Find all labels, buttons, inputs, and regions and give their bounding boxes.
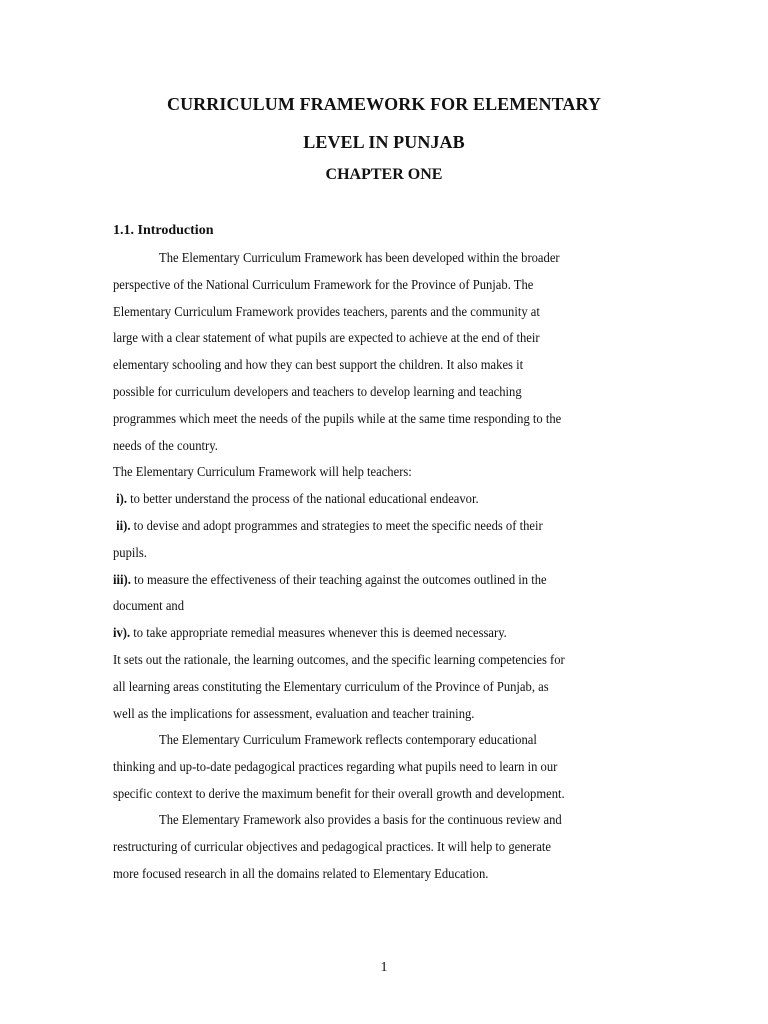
text-line: The Elementary Curriculum Framework has been developed within the broader	[159, 251, 560, 266]
text-line: programmes which meet the needs of the pupils while at the same time responding to the	[113, 412, 562, 427]
document-title-line-1: CURRICULUM FRAMEWORK FOR ELEMENTARY	[166, 94, 602, 114]
text-line: The Elementary Curriculum Framework will help teachers:	[113, 465, 412, 480]
text-line: thinking and up-to-date pedagogical practices regarding what pupils need to learn in our	[113, 760, 558, 775]
chapter-heading: CHAPTER ONE	[325, 166, 443, 183]
document-title-line-2: LEVEL IN PUNJAB	[303, 132, 465, 152]
list-item-number: i).	[116, 492, 128, 507]
list-item	[113, 572, 547, 590]
text-line: well as the implications for assessment, evaluation and teacher training.	[113, 707, 475, 722]
list-item-number: iii).	[113, 573, 131, 588]
text-line: needs of the country.	[113, 439, 218, 454]
page-number: 1	[380, 960, 388, 975]
list-item-continuation: pupils.	[113, 546, 147, 561]
text-line: restructuring of curricular objectives and pedagogical practices. It will help to generate	[113, 840, 552, 855]
text-line: Elementary Curriculum Framework provides teachers, parents and the community at	[113, 305, 540, 320]
list-item-text: to take appropriate remedial measures whenever this is deemed necessary.	[130, 626, 507, 641]
text-line: all learning areas constituting the Elementary curriculum of the Province of Punjab, as	[113, 680, 549, 695]
text-line: The Elementary Curriculum Framework reflects contemporary educational	[159, 733, 537, 748]
list-item	[113, 518, 543, 536]
list-item-text: to devise and adopt programmes and strategies to meet the specific needs of their	[130, 519, 543, 534]
list-item-number: ii).	[116, 519, 131, 534]
text-line: specific context to derive the maximum benefit for their overall growth and development.	[113, 787, 565, 802]
section-heading: 1.1. Introduction	[113, 223, 214, 238]
text-line: The Elementary Framework also provides a basis for the continuous review and	[159, 813, 562, 828]
text-line: It sets out the rationale, the learning outcomes, and the specific learning competencies for	[113, 653, 565, 668]
list-item-text: to better understand the process of the national educational endeavor.	[127, 492, 479, 507]
text-line: perspective of the National Curriculum Framework for the Province of Punjab. The	[113, 278, 534, 293]
text-line: elementary schooling and how they can best support the children. It also makes it	[113, 358, 524, 373]
list-item	[113, 625, 507, 643]
list-item-continuation: document and	[113, 599, 185, 614]
list-item-text: to measure the effectiveness of their teaching against the outcomes outlined in the	[130, 573, 547, 588]
text-line: possible for curriculum developers and teachers to develop learning and teaching	[113, 385, 522, 400]
text-line: large with a clear statement of what pupils are expected to achieve at the end of their	[113, 331, 540, 346]
list-item	[113, 491, 479, 509]
list-item-number: iv).	[113, 626, 131, 641]
text-line: more focused research in all the domains related to Elementary Education.	[113, 867, 489, 882]
